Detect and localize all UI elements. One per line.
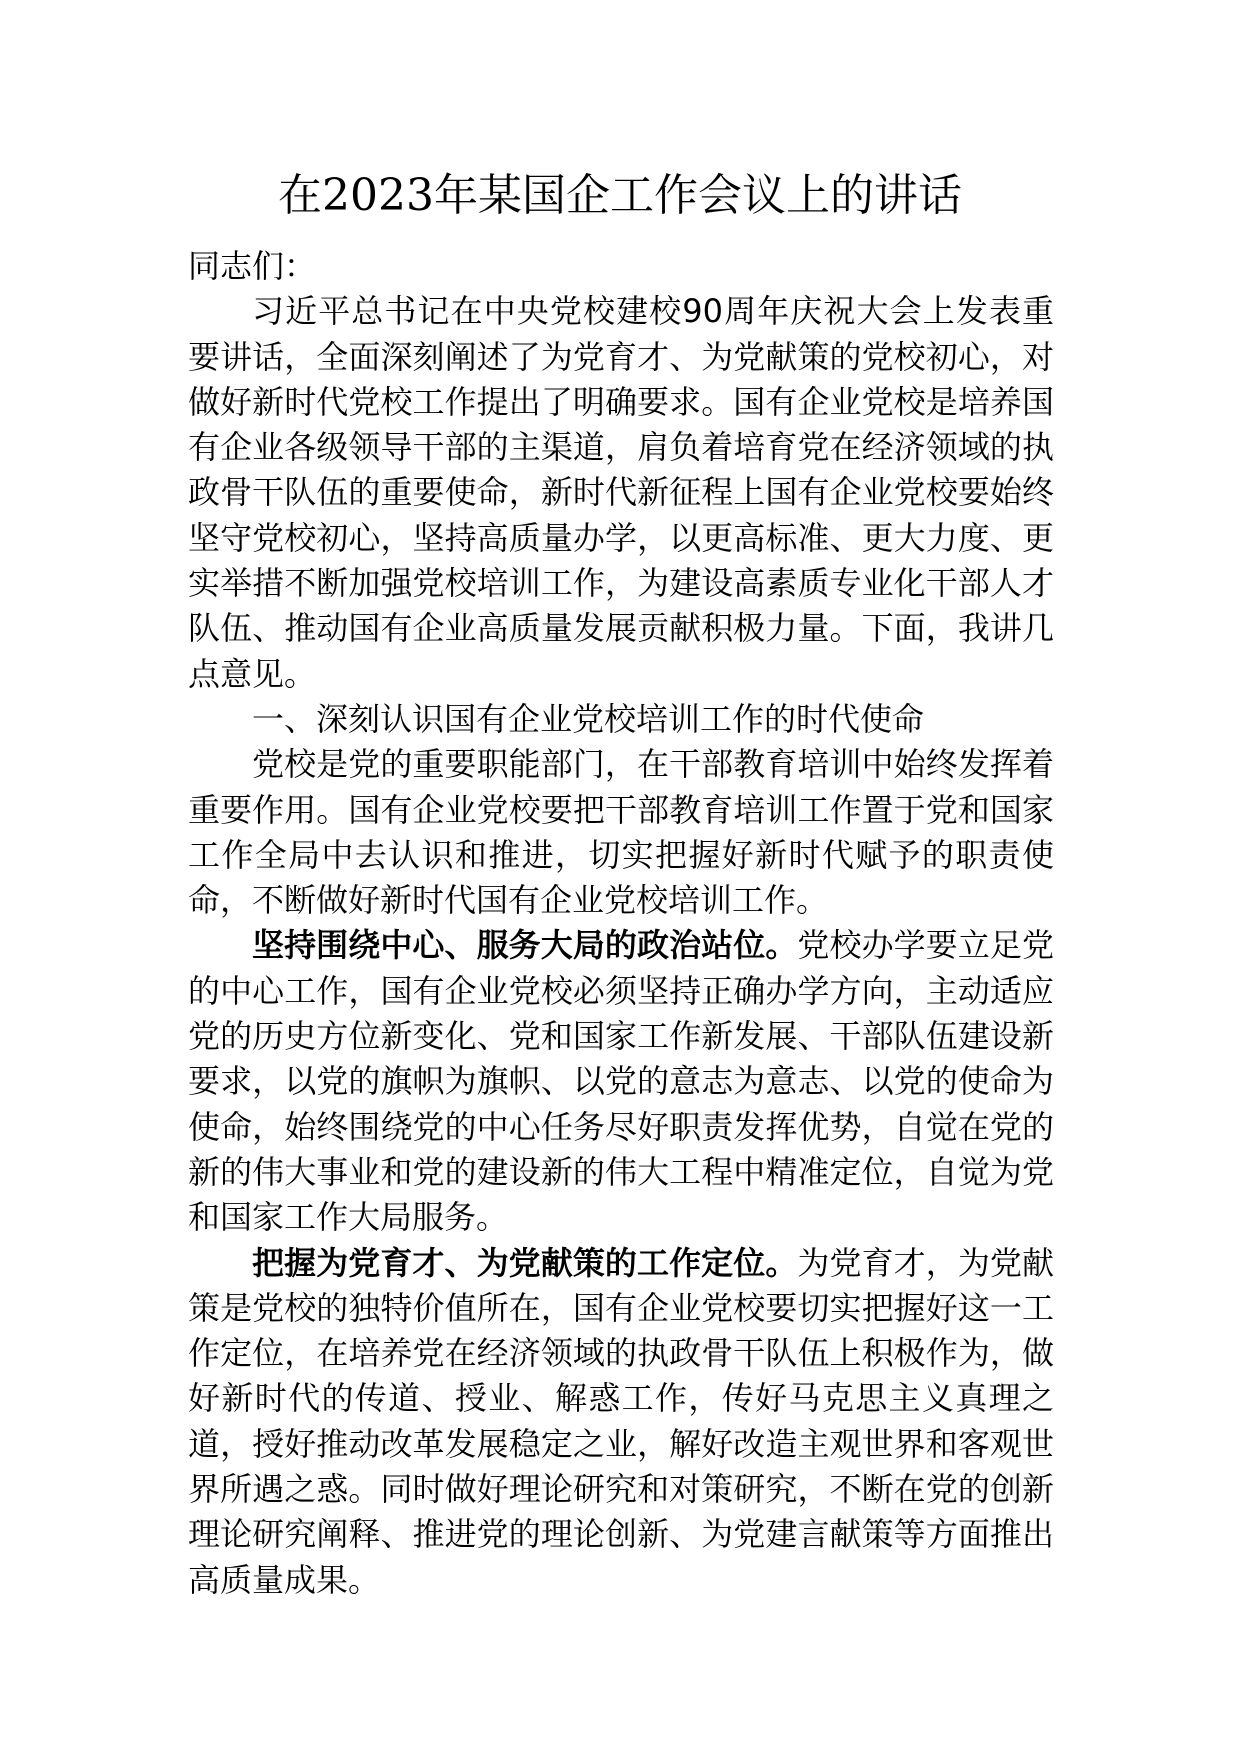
paragraph-lead-bold: 坚持围绕中心、服务大局的政治站位。 — [252, 926, 798, 965]
salutation: 同志们： — [188, 247, 317, 285]
document-title: 在2023年某国企工作会议上的讲话 — [278, 170, 962, 221]
paragraph-text: 党校是党的重要职能部门，在干部教育培训中始终发挥着重要作用。国有企业党校要把干部教育培训工作置于党和国家工作全局中去认识和推进，切实把握好新时代赋予的职责使命，不断做好新时代国有企业党校培训工作。 — [188, 745, 1054, 920]
section-heading-1 — [188, 697, 1054, 742]
paragraph-political-stance — [188, 923, 1054, 1240]
paragraph-text: 党校办学要立足党的中心工作，国有企业党校必须坚持正确办学方向，主动适应党的历史方位新变化、党和国家工作新发展、干部队伍建设新要求，以党的旗帜为旗帜、以党的意志为意志、以党的使命为使命，始终围绕党的中心任务尽好职责发挥优势，自觉在党的新的伟大事业和党的建设新的伟大工程中精准定位，自觉为党和国家工作大局服务。 — [188, 926, 1054, 1237]
paragraph-intro — [188, 289, 1054, 697]
paragraph-work-positioning — [188, 1241, 1054, 1603]
document-body — [188, 244, 1054, 1603]
paragraph-lead-bold: 把握为党育才、为党献策的工作定位。 — [252, 1243, 798, 1282]
paragraph-section-1-intro — [188, 742, 1054, 923]
section-heading-text: 一、深刻认识国有企业党校培训工作的时代使命 — [252, 699, 925, 738]
paragraph-text: 为党育才，为党献策是党校的独特价值所在，国有企业党校要切实把握好这一工作定位，在培养党在经济领域的执政骨干队伍上积极作为，做好新时代的传道、授业、解惑工作，传好马克思主义真理之道，授好推动改革发展稳定之业，解好改造主观世界和客观世界所遇之惑。同时做好理论研究和对策研究，不断在党的创新理论研究阐释、推进党的理论创新、为党建言献策等方面推出高质量成果。 — [188, 1243, 1054, 1599]
paragraph-text: 习近平总书记在中央党校建校90周年庆祝大会上发表重要讲话，全面深刻阐述了为党育才、为党献策的党校初心，对做好新时代党校工作提出了明确要求。国有企业党校是培养国有企业各级领导干部的主渠道，肩负着培育党在经济领域的执政骨干队伍的重要使命，新时代新征程上国有企业党校要始终坚守党校初心，坚持高质量办学，以更高标准、更大力度、更实举措不断加强党校培训工作，为建设高素质专业化干部人才队伍、推动国有企业高质量发展贡献积极力量。下面，我讲几点意见。 — [188, 292, 1054, 693]
